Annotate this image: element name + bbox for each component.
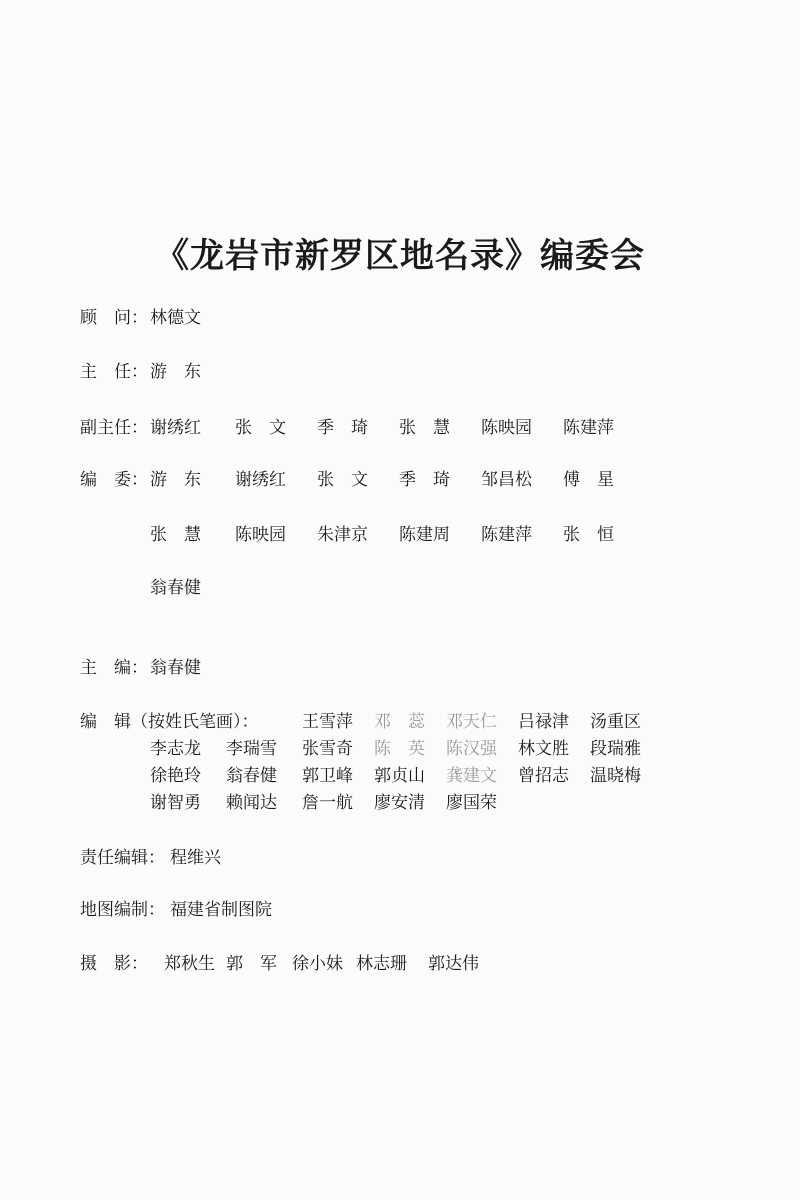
editor-name: 张雪奇: [302, 739, 353, 759]
photographer-name: 郭达伟: [428, 954, 479, 974]
editor-name: 翁春健: [226, 766, 277, 786]
editor-name: 温晓梅: [590, 766, 641, 786]
deputy-director-name: 陈建萍: [563, 418, 614, 438]
editor-name: 汤重区: [590, 712, 641, 732]
committee-name: 张 文: [317, 470, 368, 490]
committee-name: 傅 星: [563, 470, 614, 490]
chief-editor-label: 主 编：: [80, 658, 148, 678]
editor-name: 曾招志: [518, 766, 569, 786]
committee-name: 朱津京: [317, 525, 368, 545]
editor-name: 徐艳玲: [150, 766, 201, 786]
committee-name: 游 东: [150, 470, 201, 490]
deputy-director-label: 副主任：: [80, 418, 148, 438]
cartography-label: 地图编制：: [80, 900, 165, 920]
editor-name: 赖闻达: [226, 793, 277, 813]
editor-name: 廖国荣: [446, 793, 497, 813]
editor-name: 王雪萍: [302, 712, 353, 732]
consultant-label: 顾 问：: [80, 308, 148, 328]
deputy-director-name: 张 文: [235, 418, 286, 438]
responsible-editor-name: 程维兴: [170, 848, 221, 868]
editor-name: 李瑞雪: [226, 739, 277, 759]
editor-name: 段瑞雅: [590, 739, 641, 759]
editor-name: 谢智勇: [150, 793, 201, 813]
editor-name: 邓天仁: [446, 712, 497, 732]
deputy-director-name: 张 慧: [399, 418, 450, 438]
editors-label: 编 辑（按姓氏笔画）：: [80, 712, 259, 732]
chief-editor-name: 翁春健: [150, 658, 201, 678]
director-label: 主 任：: [80, 362, 148, 382]
cartography-name: 福建省制图院: [170, 900, 272, 920]
photography-label: 摄 影：: [80, 954, 148, 974]
committee-name: 陈映园: [235, 525, 286, 545]
editor-name: 陈汉强: [446, 739, 497, 759]
editor-name: 廖安清: [374, 793, 425, 813]
editor-name: 詹一航: [302, 793, 353, 813]
committee-name: 邹昌松: [481, 470, 532, 490]
editor-name: 郭卫峰: [302, 766, 353, 786]
committee-name: 陈建萍: [481, 525, 532, 545]
committee-name: 谢绣红: [235, 470, 286, 490]
committee-name: 张 恒: [563, 525, 614, 545]
editor-name: 吕禄津: [518, 712, 569, 732]
editor-name: 李志龙: [150, 739, 201, 759]
deputy-director-name: 谢绣红: [150, 418, 201, 438]
photographer-name: 徐小妹: [292, 954, 343, 974]
editor-name: 陈 英: [374, 739, 425, 759]
committee-name: 季 琦: [399, 470, 450, 490]
committee-label: 编 委：: [80, 470, 148, 490]
editor-name: 林文胜: [518, 739, 569, 759]
deputy-director-name: 陈映园: [481, 418, 532, 438]
editor-name: 龚建文: [446, 766, 497, 786]
photographer-name: 郑秋生: [164, 954, 215, 974]
committee-name: 张 慧: [150, 525, 201, 545]
editor-name: 邓 蕊: [374, 712, 425, 732]
photographer-name: 林志珊: [356, 954, 407, 974]
editor-name: 郭贞山: [374, 766, 425, 786]
photographer-name: 郭 军: [226, 954, 277, 974]
responsible-editor-label: 责任编辑：: [80, 848, 165, 868]
director-name: 游 东: [150, 362, 201, 382]
committee-name: 翁春健: [150, 578, 201, 598]
committee-name: 陈建周: [399, 525, 450, 545]
page-title: 《龙岩市新罗区地名录》编委会: [155, 236, 645, 276]
deputy-director-name: 季 琦: [317, 418, 368, 438]
consultant-name: 林德文: [150, 308, 201, 328]
